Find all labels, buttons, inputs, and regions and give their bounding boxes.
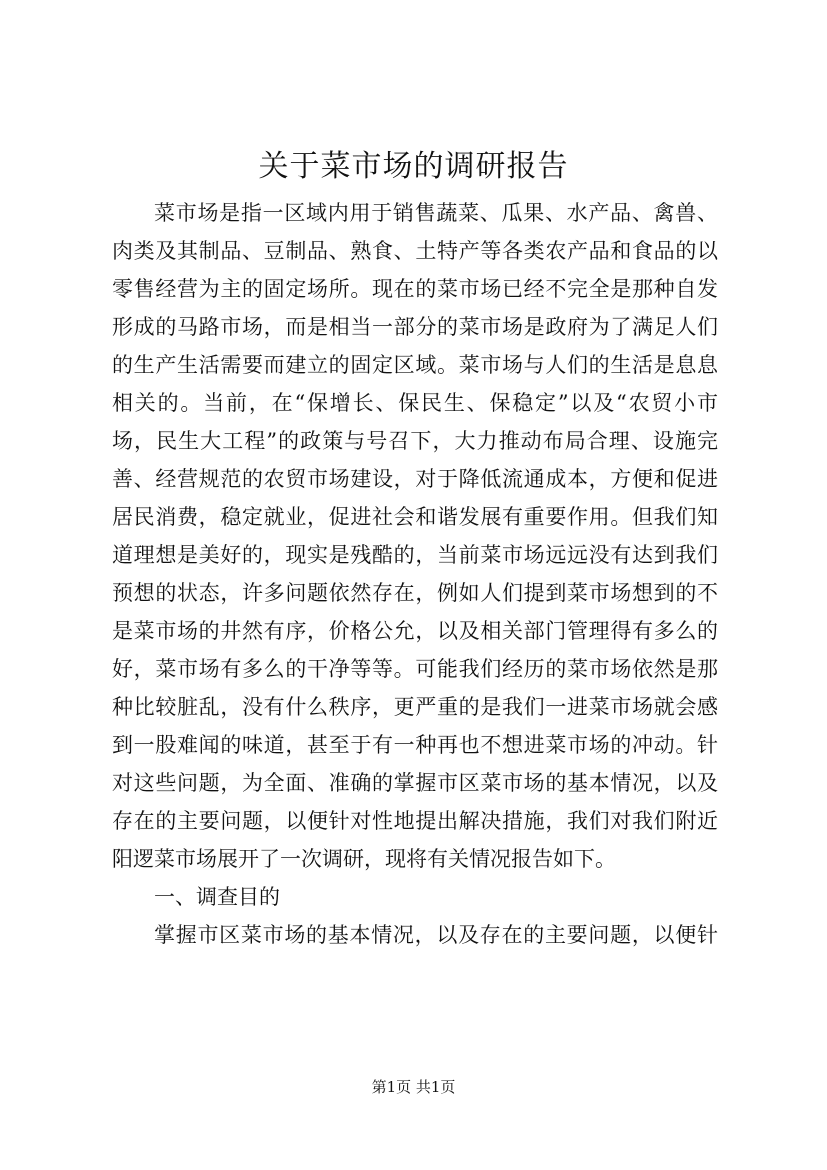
paragraph-line: 的生产生活需要而建立的固定区域。菜市场与人们的生活是息息 [112,353,718,377]
paragraph-line: 善、经营规范的农贸市场建设，对于降低流通成本，方便和促进 [112,467,718,491]
paragraph-line: 掌握市区菜市场的基本情况，以及存在的主要问题，以便针 [154,923,718,947]
section-heading: 一、调查目的 [154,885,280,909]
paragraph-line: 菜市场是指一区域内用于销售蔬菜、瓜果、水产品、禽兽、 [154,201,718,225]
paragraph-line: 好，菜市场有多么的干净等等。可能我们经历的菜市场依然是那 [112,657,718,681]
document-body [112,194,718,954]
paragraph-line: 存在的主要问题，以便针对性地提出解决措施，我们对我们附近 [112,809,718,833]
document-title: 关于菜市场的调研报告 [258,149,569,184]
paragraph-line: 零售经营为主的固定场所。现在的菜市场已经不完全是那种自发 [112,277,718,301]
paragraph-line: 场，民生大工程”的政策与号召下，大力推动布局合理、设施完 [112,429,718,453]
paragraph-line: 阳逻菜市场展开了一次调研，现将有关情况报告如下。 [112,847,616,871]
paragraph-line: 形成的马路市场，而是相当一部分的菜市场是政府为了满足人们 [112,315,718,339]
page-footer: 第1页 共1页 [371,1078,456,1096]
paragraph-line: 道理想是美好的，现实是残酷的，当前菜市场远远没有达到我们 [112,543,718,567]
paragraph-line: 种比较脏乱，没有什么秩序，更严重的是我们一进菜市场就会感 [112,695,718,719]
paragraph-line: 相关的。当前，在“保增长、保民生、保稳定”以及“农贸小市 [112,391,718,415]
paragraph-line: 到一股难闻的味道，甚至于有一种再也不想进菜市场的冲动。针 [112,733,718,757]
paragraph-line: 是菜市场的井然有序，价格公允，以及相关部门管理得有多么的 [112,619,718,643]
paragraph-line: 对这些问题，为全面、准确的掌握市区菜市场的基本情况，以及 [112,771,718,795]
paragraph-line: 居民消费，稳定就业，促进社会和谐发展有重要作用。但我们知 [112,505,718,529]
paragraph-line: 预想的状态，许多问题依然存在，例如人们提到菜市场想到的不 [112,581,718,605]
paragraph-line: 肉类及其制品、豆制品、熟食、土特产等各类农产品和食品的以 [112,239,718,263]
